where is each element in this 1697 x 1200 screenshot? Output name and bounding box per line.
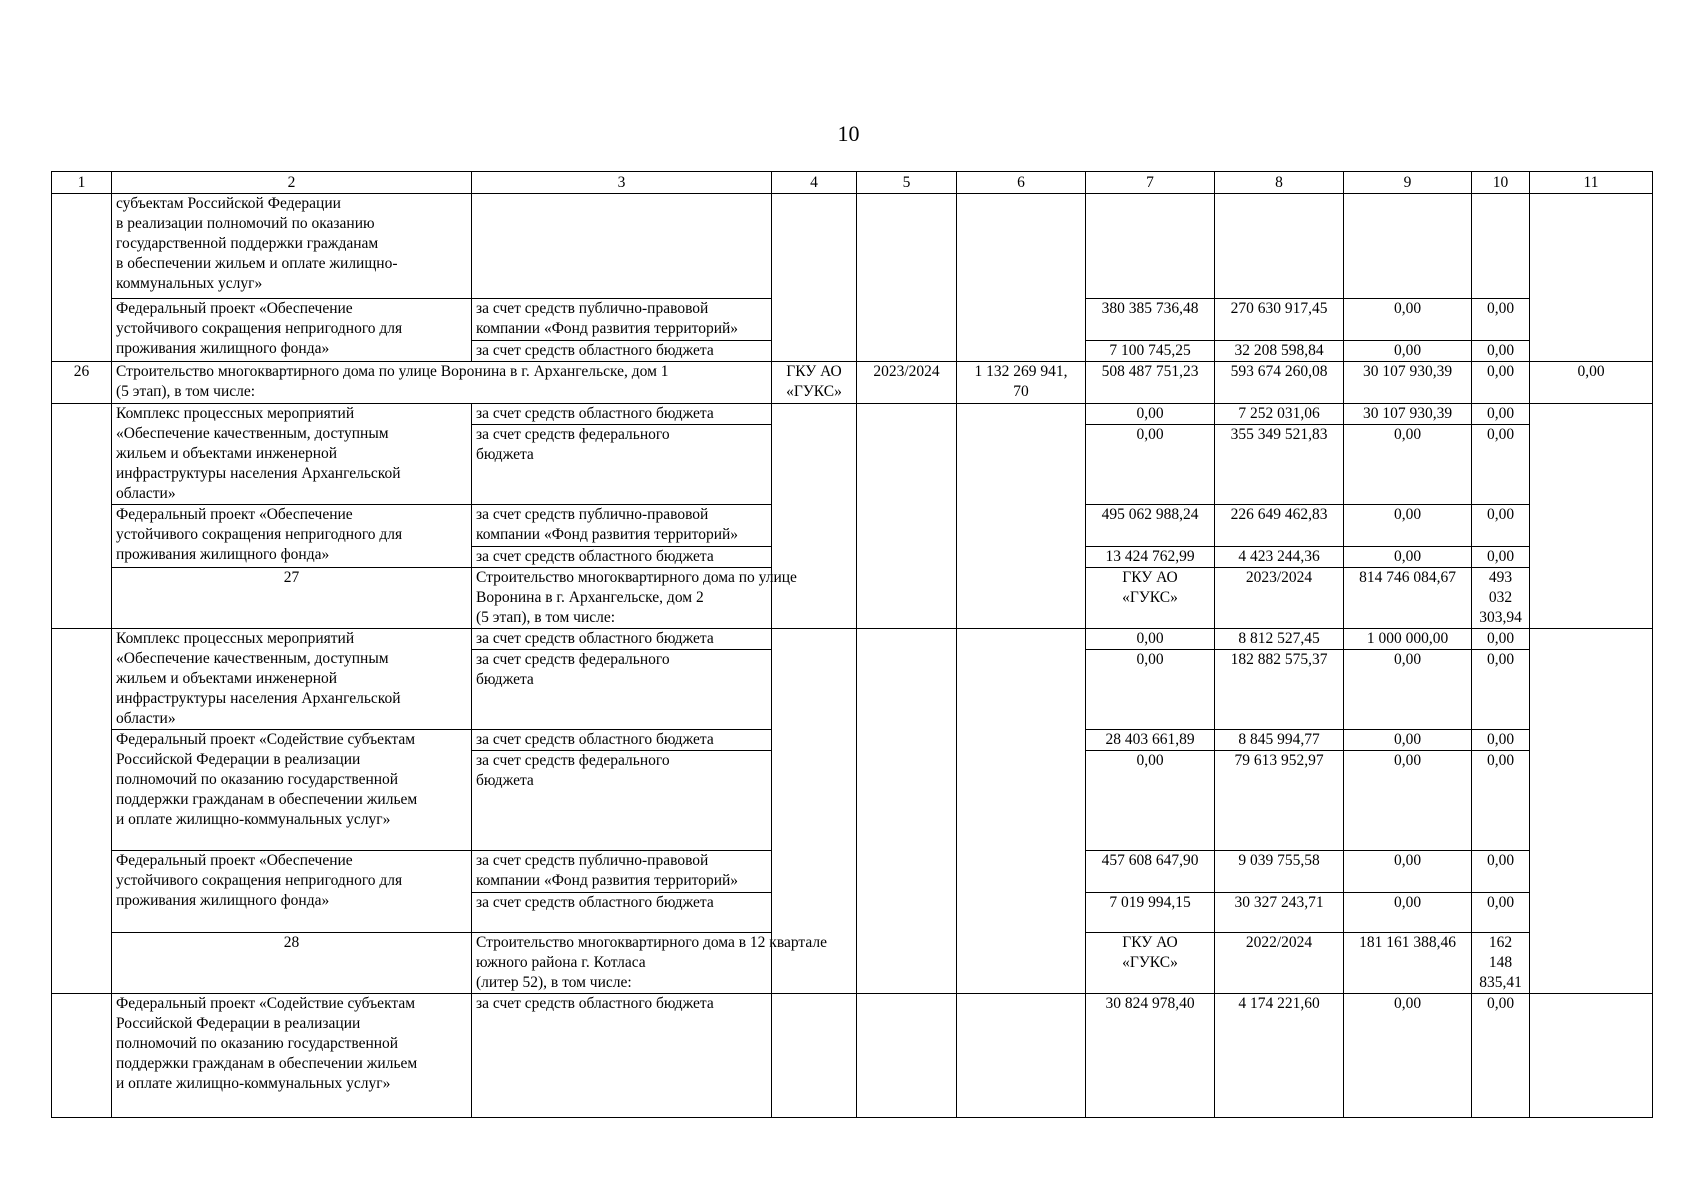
value-cell: 0,00 xyxy=(1472,505,1530,547)
value-cell: 0,00 xyxy=(1344,994,1472,1118)
value-cell: 0,00 xyxy=(1086,650,1215,730)
period-cell: 2023/2024 xyxy=(1215,568,1344,629)
value-cell: 0,00 xyxy=(1344,730,1472,751)
value-cell: 0,00 xyxy=(1344,851,1472,893)
customer-cell: ГКУ АО «ГУКС» xyxy=(1086,933,1215,994)
value-cell: 0,00 xyxy=(1472,851,1530,893)
value-cell: 7 100 745,25 xyxy=(1086,341,1215,362)
funding-source-cell: за счет средств областного бюджета xyxy=(472,629,772,650)
value-cell: 9 039 755,58 xyxy=(1215,851,1344,893)
value-cell: 270 630 917,45 xyxy=(1215,299,1344,341)
value-cell: 0,00 xyxy=(1086,404,1215,425)
period-cell xyxy=(857,994,957,1118)
value-cell: 0,00 xyxy=(1472,425,1530,505)
funding-source-cell xyxy=(472,194,772,299)
funding-source-cell: за счет средств областного бюджета xyxy=(472,730,772,751)
funding-source-cell: за счет средств федерального бюджета xyxy=(472,650,772,730)
value-cell: 0,00 xyxy=(1344,547,1472,568)
value-cell: 79 613 952,97 xyxy=(1215,751,1344,851)
program-name-cell: Федеральный проект «Содействие субъектам Российской Федерации в реализации полномочий по оказанию государственной поддержки гражданам в обеспечении жильем и оплате жилищно-коммунальных услуг» xyxy=(112,730,472,851)
value-cell xyxy=(1530,629,1653,994)
funding-source-cell: за счет средств областного бюджета xyxy=(472,547,772,568)
value-cell: 0,00 xyxy=(1344,893,1472,933)
program-name-cell: Федеральный проект «Обеспечение устойчивого сокращения непригодного для проживания жилищного фонда» xyxy=(112,851,472,933)
value-cell: 4 423 244,36 xyxy=(1215,547,1344,568)
total-cost-cell xyxy=(957,404,1086,629)
value-cell: 8 845 994,77 xyxy=(1215,730,1344,751)
program-name-cell: Федеральный проект «Содействие субъектам Российской Федерации в реализации полномочий по оказанию государственной поддержки гражданам в обеспечении жильем и оплате жилищно-коммунальных услуг» xyxy=(112,994,472,1118)
funding-source-cell: за счет средств федерального бюджета xyxy=(472,425,772,505)
value-cell: 226 649 462,83 xyxy=(1215,505,1344,547)
value-cell: 30 824 978,40 xyxy=(1086,994,1215,1118)
customer-cell: ГКУ АО «ГУКС» xyxy=(772,362,857,404)
column-header: 6 xyxy=(957,172,1086,194)
funding-source-cell: за счет средств областного бюджета xyxy=(472,994,772,1118)
value-cell xyxy=(1530,404,1653,629)
value-cell: 0,00 xyxy=(1086,751,1215,851)
value-cell: 0,00 xyxy=(1472,751,1530,851)
value-cell: 0,00 xyxy=(1344,751,1472,851)
value-cell: 30 327 243,71 xyxy=(1215,893,1344,933)
value-cell: 0,00 xyxy=(1472,650,1530,730)
value-cell: 0,00 xyxy=(1086,425,1215,505)
column-header: 4 xyxy=(772,172,857,194)
customer-cell xyxy=(772,194,857,362)
column-header: 5 xyxy=(857,172,957,194)
period-cell xyxy=(857,404,957,629)
value-cell: 495 062 988,24 xyxy=(1086,505,1215,547)
total-cost-cell xyxy=(957,994,1086,1118)
total-cost-cell xyxy=(957,629,1086,994)
value-cell: 0,00 xyxy=(1472,362,1530,404)
row-number-cell xyxy=(52,404,112,629)
budget-table xyxy=(51,171,1653,1118)
funding-source-cell: за счет средств публично-правовой компании «Фонд развития территорий» xyxy=(472,505,772,547)
object-name-cell: Строительство многоквартирного дома в 12 квартале южного района г. Котласа (литер 52), в том числе: xyxy=(472,933,857,994)
row-number-cell xyxy=(52,194,112,362)
program-name-cell: Комплекс процессных мероприятий «Обеспечение качественным, доступным жильем и объектами инженерной инфраструктуры населения Архангельской области» xyxy=(112,404,472,505)
value-cell: 0,00 xyxy=(1472,629,1530,650)
value-cell: 32 208 598,84 xyxy=(1215,341,1344,362)
funding-source-cell: за счет средств областного бюджета xyxy=(472,404,772,425)
row-number-cell xyxy=(52,994,112,1118)
value-cell: 0,00 xyxy=(1472,730,1530,751)
program-name-cell: субъектам Российской Федерации в реализации полномочий по оказанию государственной поддержки гражданам в обеспечении жильем и оплате жилищно- коммунальных услуг» xyxy=(112,194,472,299)
column-header: 11 xyxy=(1530,172,1653,194)
program-name-cell: Федеральный проект «Обеспечение устойчивого сокращения непригодного для проживания жилищного фонда» xyxy=(112,299,472,362)
value-cell: 0,00 xyxy=(1472,299,1530,341)
value-cell xyxy=(1530,194,1653,362)
column-header: 9 xyxy=(1344,172,1472,194)
row-number-cell: 27 xyxy=(112,568,472,629)
column-header: 7 xyxy=(1086,172,1215,194)
value-cell: 162 148 835,41 xyxy=(1472,933,1530,994)
value-cell: 30 107 930,39 xyxy=(1344,362,1472,404)
value-cell: 28 403 661,89 xyxy=(1086,730,1215,751)
value-cell: 0,00 xyxy=(1344,650,1472,730)
total-cost-cell xyxy=(957,194,1086,362)
object-name-cell: Строительство многоквартирного дома по улице Воронина в г. Архангельске, дом 2 (5 этап), в том числе: xyxy=(472,568,857,629)
value-cell: 0,00 xyxy=(1472,547,1530,568)
value-cell: 593 674 260,08 xyxy=(1215,362,1344,404)
period-cell: 2022/2024 xyxy=(1215,933,1344,994)
program-name-cell: Федеральный проект «Обеспечение устойчивого сокращения непригодного для проживания жилищного фонда» xyxy=(112,505,472,568)
table-row xyxy=(52,994,1653,1118)
value-cell: 7 252 031,06 xyxy=(1215,404,1344,425)
column-header-row xyxy=(52,172,1653,194)
column-header: 3 xyxy=(472,172,772,194)
customer-cell: ГКУ АО «ГУКС» xyxy=(1086,568,1215,629)
value-cell xyxy=(1215,194,1344,299)
value-cell: 0,00 xyxy=(1344,299,1472,341)
funding-source-cell: за счет средств федерального бюджета xyxy=(472,751,772,851)
value-cell: 508 487 751,23 xyxy=(1086,362,1215,404)
value-cell: 0,00 xyxy=(1472,341,1530,362)
table-row xyxy=(52,362,1653,404)
value-cell: 493 032 303,94 xyxy=(1472,568,1530,629)
table-row xyxy=(52,194,1653,299)
table-row xyxy=(52,629,1653,650)
value-cell xyxy=(1344,194,1472,299)
total-cost-cell: 1 132 269 941, 70 xyxy=(957,362,1086,404)
value-cell: 7 019 994,15 xyxy=(1086,893,1215,933)
period-cell xyxy=(857,194,957,362)
value-cell: 380 385 736,48 xyxy=(1086,299,1215,341)
funding-source-cell: за счет средств публично-правовой компании «Фонд развития территорий» xyxy=(472,299,772,341)
row-number-cell xyxy=(52,629,112,994)
value-cell: 182 882 575,37 xyxy=(1215,650,1344,730)
value-cell: 13 424 762,99 xyxy=(1086,547,1215,568)
program-name-cell: Комплекс процессных мероприятий «Обеспечение качественным, доступным жильем и объектами инженерной инфраструктуры населения Архангельской области» xyxy=(112,629,472,730)
value-cell xyxy=(1086,194,1215,299)
period-cell xyxy=(857,629,957,994)
page-number: 10 xyxy=(837,121,860,146)
value-cell: 355 349 521,83 xyxy=(1215,425,1344,505)
value-cell: 457 608 647,90 xyxy=(1086,851,1215,893)
value-cell: 0,00 xyxy=(1344,505,1472,547)
value-cell: 0,00 xyxy=(1086,629,1215,650)
value-cell: 0,00 xyxy=(1472,404,1530,425)
customer-cell xyxy=(772,994,857,1118)
table-row xyxy=(52,933,1653,994)
value-cell: 1 000 000,00 xyxy=(1344,629,1472,650)
period-cell: 2023/2024 xyxy=(857,362,957,404)
total-cost-cell: 814 746 084,67 xyxy=(1344,568,1472,629)
table-row xyxy=(52,568,1653,629)
value-cell xyxy=(1472,194,1530,299)
total-cost-cell: 181 161 388,46 xyxy=(1344,933,1472,994)
value-cell: 4 174 221,60 xyxy=(1215,994,1344,1118)
value-cell xyxy=(1530,994,1653,1118)
object-name-cell: Строительство многоквартирного дома по улице Воронина в г. Архангельске, дом 1 (5 этап), в том числе: xyxy=(112,362,772,404)
table-row xyxy=(52,404,1653,425)
column-header: 1 xyxy=(52,172,112,194)
column-header: 2 xyxy=(112,172,472,194)
funding-source-cell: за счет средств публично-правовой компании «Фонд развития территорий» xyxy=(472,851,772,893)
row-number-cell: 26 xyxy=(52,362,112,404)
value-cell: 30 107 930,39 xyxy=(1344,404,1472,425)
funding-source-cell: за счет средств областного бюджета xyxy=(472,893,772,933)
value-cell: 0,00 xyxy=(1472,994,1530,1118)
row-number-cell: 28 xyxy=(112,933,472,994)
value-cell: 0,00 xyxy=(1530,362,1653,404)
value-cell: 0,00 xyxy=(1472,893,1530,933)
funding-source-cell: за счет средств областного бюджета xyxy=(472,341,772,362)
value-cell: 8 812 527,45 xyxy=(1215,629,1344,650)
column-header: 8 xyxy=(1215,172,1344,194)
value-cell: 0,00 xyxy=(1344,425,1472,505)
column-header: 10 xyxy=(1472,172,1530,194)
value-cell: 0,00 xyxy=(1344,341,1472,362)
